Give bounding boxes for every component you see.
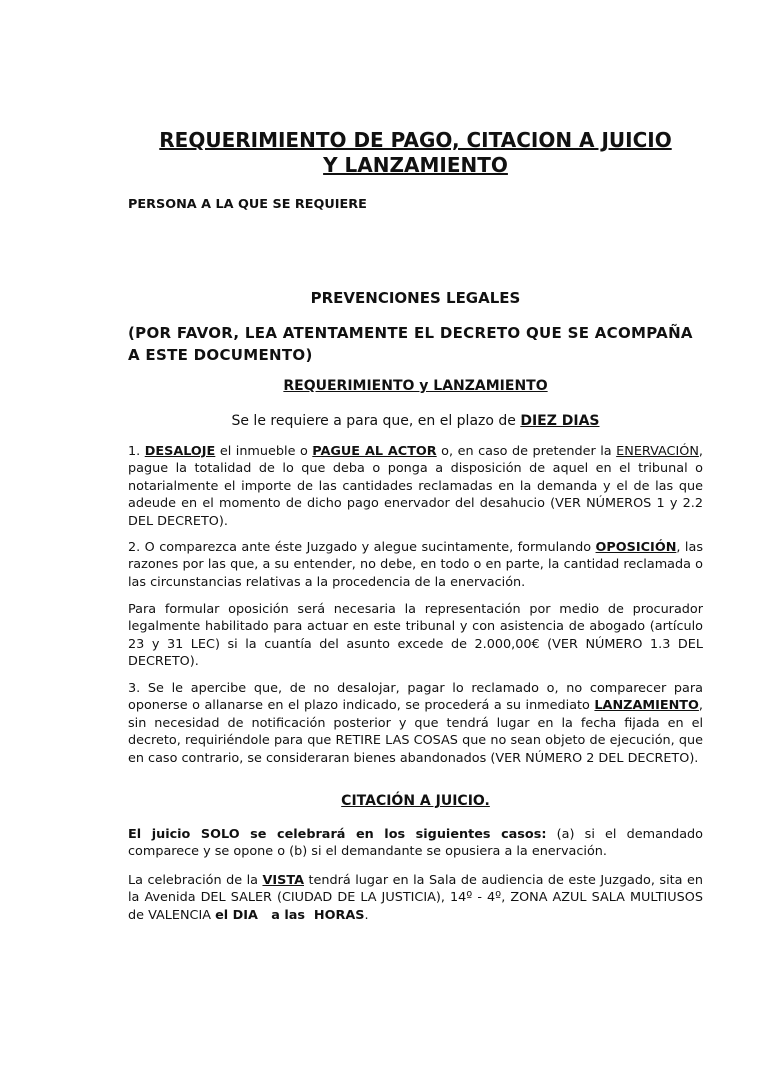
oposicion-text: OPOSICIÓN: [595, 540, 677, 555]
item-2-pre: 2. O comparezca ante éste Juzgado y alegue sucintamente, formulando: [128, 540, 596, 555]
juicio-bold: El juicio SOLO se celebrará en los siguientes casos:: [128, 827, 547, 842]
item-3: [128, 680, 703, 767]
persona-label: PERSONA A LA QUE SE REQUIERE: [128, 197, 367, 212]
document-title: [128, 128, 703, 178]
vista-mid: tendrá lugar en la Sala de audiencia de este Juzgado, sita en la Avenida DEL SALER (CIUDAD DE LA JUSTICIA), 14º - 4º, ZONA AZUL SALA MULTIUSOS de VALENCIA: [128, 873, 703, 923]
notice-line-2: A ESTE DOCUMENTO): [128, 346, 313, 364]
notice-text: [128, 322, 703, 366]
vista-end: .: [364, 907, 369, 923]
item-1-rest: , pague la totalidad de lo que deba o ponga a disposición de aquel en el tribunal o notarialmente el importe de las cantidades reclamadas en la demanda y el de las que adeude en el momento de dicho pago enervador del desahucio (VER NÚMEROS 1 y 2.2 DEL DECRETO).: [128, 444, 703, 529]
dia-text: el DIA: [215, 907, 258, 923]
item-1: [128, 443, 703, 530]
juicio-rest: (a) si el demandado comparece y se opone o (b) si el demandante se opusiera a la enervación.: [128, 827, 703, 860]
item-3-rest: , sin necesidad de notificación posterior y que tendrá lugar en la fecha fijada en el decreto, requiriéndole para que RETIRE LAS COSAS que no sean objeto de ejecución, que en caso contrario, se consideraran bienes abandonados (VER NÚMERO 2 DEL DECRETO).: [128, 698, 703, 766]
item-1-mid2: o, en caso de pretender la: [436, 444, 617, 459]
notice-line-1: (POR FAVOR, LEA ATENTAMENTE EL DECRETO QUE SE ACOMPAÑA: [128, 324, 693, 342]
item-2: [128, 539, 703, 591]
requerimiento-heading: REQUERIMIENTO y LANZAMIENTO: [283, 378, 548, 394]
item-1-number: 1.: [128, 444, 145, 459]
requiere-line: [128, 411, 703, 431]
item-3-pre: 3. Se le apercibe que, de no desalojar, pagar lo reclamado o, no comparecer para oponerse o allanarse en el plazo indicado, se procederá a su inmediato: [128, 681, 703, 714]
item-1-mid1: el inmueble o: [215, 444, 313, 459]
vista-paragraph: [128, 872, 703, 924]
pague-text: PAGUE AL ACTOR: [312, 444, 437, 459]
formular-paragraph: Para formular oposición será necesaria la representación por medio de procurador legalmente habilitado para actuar en este tribunal y con asistencia de abogado (artículo 23 y 31 LEC) si la cuantía del asunto excede de 2.000,00€ (VER NÚMERO 1.3 DEL DECRETO).: [128, 602, 703, 670]
citacion-heading: CITACIÓN A JUICIO.: [341, 793, 490, 809]
vista-pre: La celebración de la: [128, 873, 263, 888]
title-line-2: Y LANZAMIENTO: [323, 153, 508, 177]
a-las-text: a las: [257, 907, 314, 923]
desaloje-text: DESALOJE: [144, 444, 216, 459]
requiere-text: Se le requiere a para que, en el plazo de: [231, 413, 521, 429]
enervacion-text: ENERVACIÓN: [616, 444, 699, 459]
plazo-text: DIEZ DIAS: [520, 413, 600, 429]
item-2-rest: , las razones por las que, a su entender, no debe, en todo o en parte, la cantidad reclamada o las circunstancias relativas a la procedencia de la enervación.: [128, 540, 703, 590]
juicio-paragraph: [128, 826, 703, 861]
lanzamiento-text: LANZAMIENTO: [594, 698, 699, 714]
title-line-1: REQUERIMIENTO DE PAGO, CITACION A JUICIO: [159, 128, 672, 152]
vista-text: VISTA: [262, 873, 304, 888]
horas-text: HORAS: [313, 907, 365, 923]
prevenciones-heading: PREVENCIONES LEGALES: [310, 289, 521, 307]
